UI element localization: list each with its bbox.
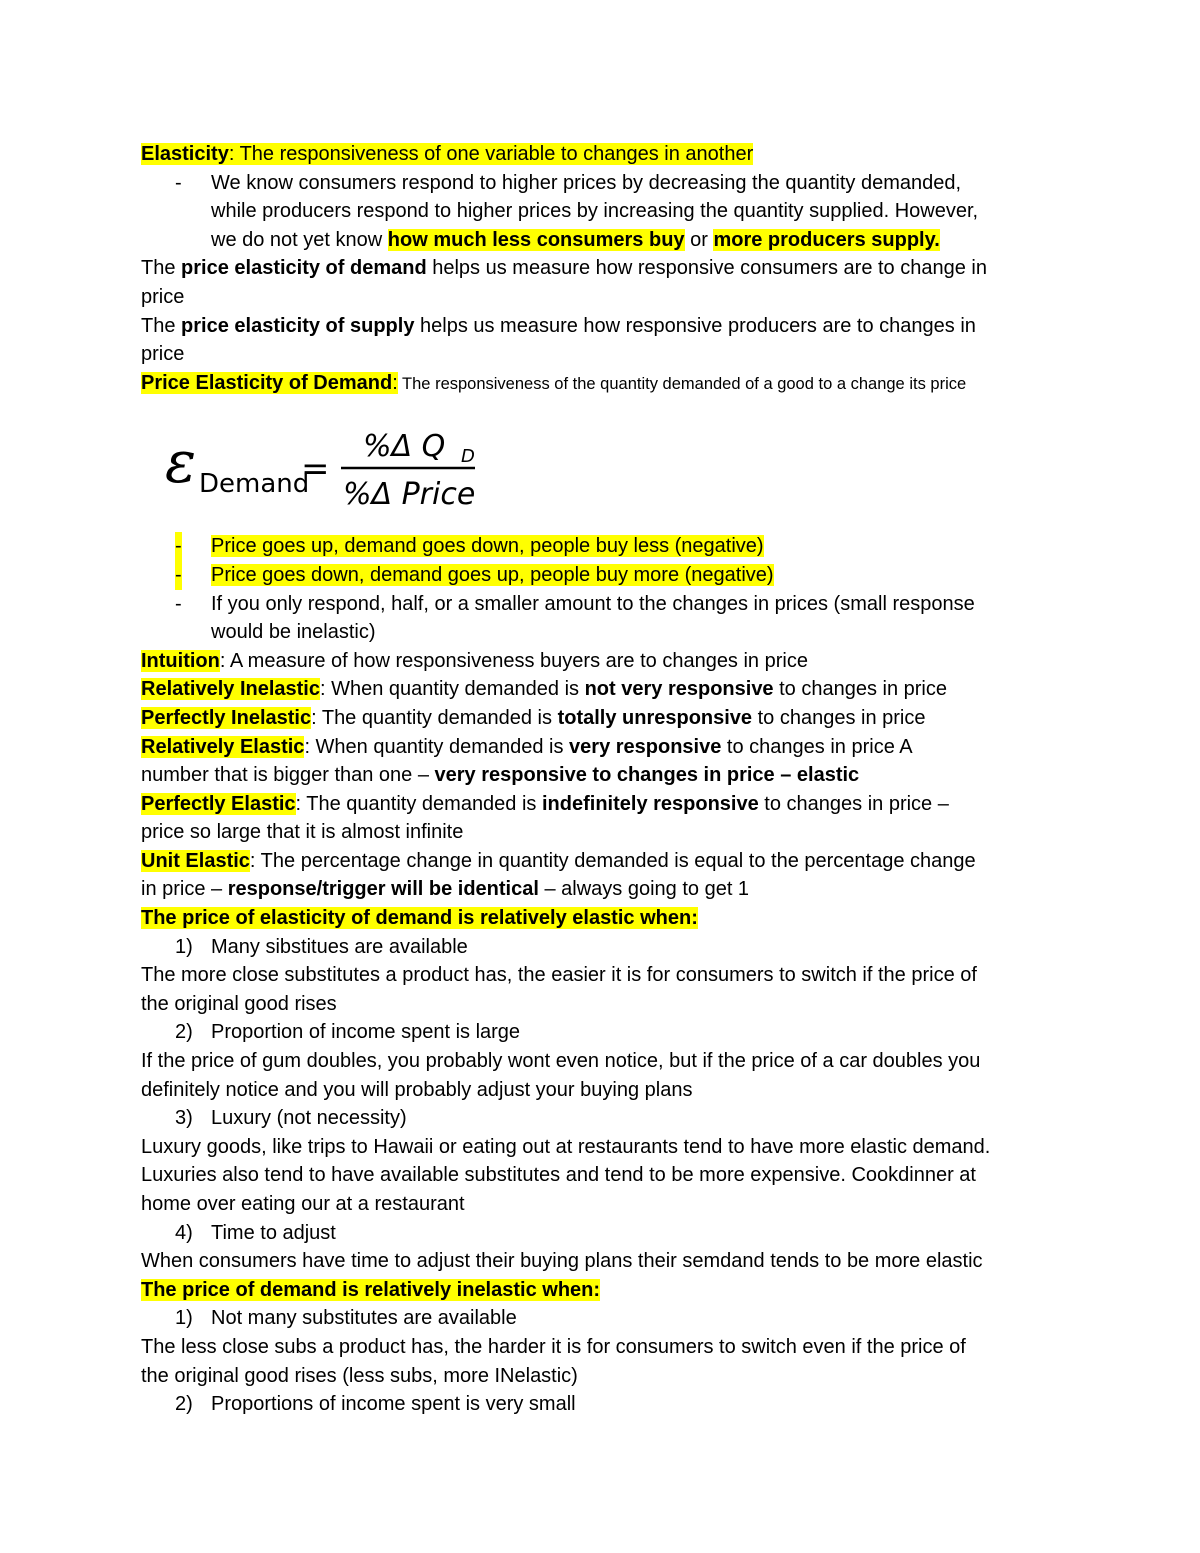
inelastic-para-1: The less close subs a product has, the harder it is for consumers to switch even if the price of the original good rises (less subs, more INelastic) bbox=[141, 1335, 966, 1387]
elasticity-formula bbox=[141, 398, 1061, 532]
relatively-inelastic-definition: Relatively Inelastic: When quantity demanded is not very responsive to changes in price bbox=[141, 678, 947, 701]
elastic-item-3: 3) Luxury (not necessity) bbox=[175, 1107, 407, 1130]
unit-elastic-definition: Unit Elastic: The percentage change in quantity demanded is equal to the percentage change in price – response/trigger will be identical – always going to get 1 bbox=[141, 849, 976, 901]
bullet-consumers-producers: - We know consumers respond to higher prices by decreasing the quantity demanded, while producers respond to higher prices by increasing the quantity supplied. However, we do not yet know how much less consumers buy or more producers supply. bbox=[141, 169, 1061, 255]
ped-intro: The price elasticity of demand helps us measure how responsive consumers are to change in price bbox=[141, 257, 987, 308]
elastic-item-4: 4) Time to adjust bbox=[175, 1221, 336, 1244]
formula-numerator: %Δ Q bbox=[363, 429, 446, 465]
inelastic-when-heading: The price of demand is relatively inelastic when: bbox=[141, 1278, 601, 1301]
document-page bbox=[141, 140, 1061, 1419]
elastic-item-1: 1) Many sibstitues are available bbox=[175, 935, 468, 958]
elastic-item-2: 2) Proportion of income spent is large bbox=[175, 1021, 521, 1044]
numerator-subscript: D bbox=[461, 446, 475, 468]
formula-graphic bbox=[165, 406, 505, 516]
equals-sign: = bbox=[301, 449, 330, 490]
formula-denominator: %Δ Price bbox=[343, 477, 476, 513]
bullet-small-response: - If you only respond, half, or a smaller amount to the changes in prices (small response would be inelastic) bbox=[175, 592, 975, 644]
elastic-para-1: The more close substitutes a product has, the easier it is for consumers to switch if the price of the original good rises bbox=[141, 964, 977, 1015]
pes-intro: The price elasticity of supply helps us measure how responsive producers are to changes in price bbox=[141, 314, 976, 366]
intuition-definition: Intuition: A measure of how responsiveness buyers are to changes in price bbox=[141, 649, 808, 672]
perfectly-inelastic-definition: Perfectly Inelastic: The quantity demanded is totally unresponsive to changes in price bbox=[141, 706, 926, 729]
elastic-when-heading: The price of elasticity of demand is relatively elastic when: bbox=[141, 907, 698, 930]
epsilon-subscript: Demand bbox=[199, 469, 310, 500]
perfectly-elastic-definition: Perfectly Elastic: The quantity demanded is indefinitely responsive to changes in price – price so large that it is almost infinite bbox=[141, 792, 949, 844]
elastic-para-2: If the price of gum doubles, you probably wont even notice, but if the price of a car doubles you definitely notice and you will probably adjust your buying plans bbox=[141, 1050, 981, 1101]
epsilon-symbol: ε bbox=[165, 428, 197, 497]
ped-definition: Price Elasticity of Demand: The responsiveness of the quantity demanded of a good to a change its price bbox=[141, 371, 967, 394]
elasticity-definition: Elasticity: The responsiveness of one variable to changes in another bbox=[141, 143, 754, 165]
bullet-price-down: - Price goes down, demand goes up, people buy more (negative) bbox=[141, 561, 1061, 590]
elastic-para-4: When consumers have time to adjust their buying plans their semdand tends to be more elastic bbox=[141, 1250, 983, 1273]
bullet-price-up: - Price goes up, demand goes down, people buy less (negative) bbox=[141, 532, 1061, 561]
relatively-elastic-definition: Relatively Elastic: When quantity demanded is very responsive to changes in price A number that is bigger than one – very responsive to changes in price – elastic bbox=[141, 735, 913, 787]
inelastic-item-1: 1) Not many substitutes are available bbox=[175, 1307, 517, 1330]
term-elasticity: Elasticity bbox=[141, 143, 229, 165]
inelastic-item-2: 2) Proportions of income spent is very small bbox=[175, 1393, 576, 1416]
dash-marker: - bbox=[175, 171, 182, 194]
elastic-para-3: Luxury goods, like trips to Hawaii or eating out at restaurants tend to have more elastic demand. Luxuries also tend to have available substitutes and tend to be more expensive. Cookdinner at home over eating our at a restaurant bbox=[141, 1135, 991, 1215]
